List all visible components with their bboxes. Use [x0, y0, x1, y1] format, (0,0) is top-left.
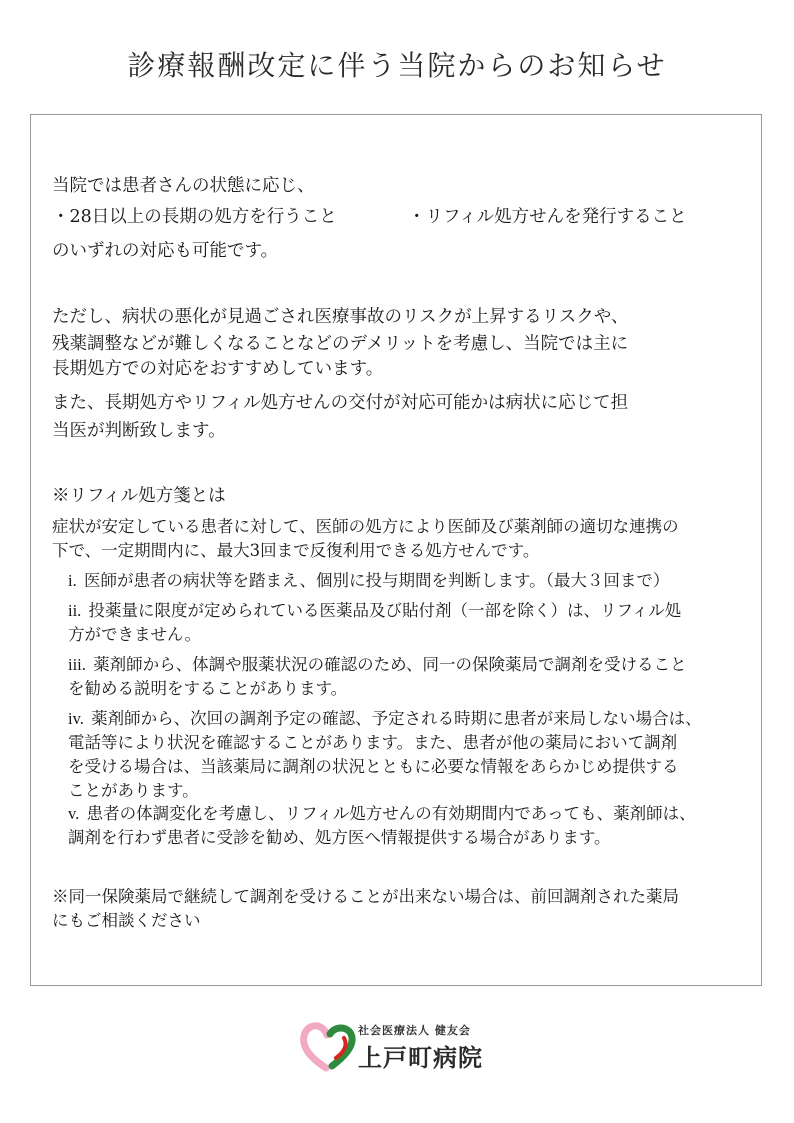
organization-name: 社会医療法人 健友会 — [358, 1024, 471, 1037]
intro-line: 当院では患者さんの状態に応じ、 — [52, 176, 315, 196]
caution-line: ただし、病状の悪化が見過ごされ医療事故のリスクが上昇するリスクや、 — [52, 307, 629, 327]
pharmacy-note: ※同一保険薬局で継続して調剤を受けることが出来ない場合は、前回調剤された薬局 — [52, 887, 679, 906]
item-text: 投薬量に限度が定められている医薬品及び貼付剤（一部を除く）は、リフィル処 — [88, 601, 682, 620]
refill-desc: 下で、一定期間内に、最大3回まで反復利用できる処方せんです。 — [52, 541, 540, 560]
heart-logo-icon — [300, 1018, 358, 1074]
caution-line: 長期処方での対応をおすすめしています。 — [52, 359, 384, 379]
item-continuation: ことがあります。 — [68, 781, 199, 800]
hospital-logo — [300, 1018, 500, 1074]
caution-line: また、長期処方やリフィル処方せんの交付が対応可能かは病状に応じて担 — [52, 393, 629, 413]
caution-line: 残薬調整などが難しくなることなどのデメリットを考慮し、当院では主に — [52, 334, 629, 354]
pharmacy-note: にもご相談ください — [52, 911, 201, 930]
refill-heading: ※リフィル処方箋とは — [52, 486, 226, 506]
item-continuation: 調剤を行わず患者に受診を勧め、処方医へ情報提供する場合があります。 — [68, 828, 611, 847]
item-number: v. — [68, 804, 80, 823]
page-title: 診療報酬改定に伴う当院からのお知らせ — [127, 49, 667, 82]
refill-item-5 — [68, 803, 696, 825]
refill-item-3 — [68, 654, 686, 676]
hospital-name: 上戸町病院 — [358, 1044, 483, 1072]
refill-item-2 — [68, 600, 681, 622]
option-refill: ・リフィル処方せんを発行すること — [408, 207, 687, 227]
item-text: 医師が患者の病状等を踏まえ、個別に投与期間を判断します。（最大３回まで） — [83, 571, 670, 590]
item-text: 薬剤師から、次回の調剤予定の確認、予定される時期に患者が来局しない場合は、 — [91, 709, 702, 728]
item-continuation: を勧める説明をすることがあります。 — [68, 679, 348, 698]
refill-desc: 症状が安定している患者に対して、医師の処方により医師及び薬剤師の適切な連携の — [52, 517, 679, 536]
item-number: ii. — [68, 601, 82, 620]
item-text: 薬剤師から、体調や服薬状況の確認のため、同一の保険薬局で調剤を受けること — [93, 655, 687, 674]
item-number: iii. — [68, 655, 86, 674]
item-continuation: を受ける場合は、当該薬局に調剤の状況とともに必要な情報をあらかじめ提供する — [68, 757, 679, 776]
item-continuation: 方ができません。 — [68, 625, 201, 644]
item-continuation: 電話等により状況を確認することがあります。また、患者が他の薬局において調剤 — [68, 733, 678, 752]
item-number: i. — [68, 571, 77, 590]
option-long-term: ・28日以上の長期の処方を行うこと — [52, 207, 337, 227]
refill-item-1 — [68, 570, 669, 592]
item-text: 患者の体調変化を考慮し、リフィル処方せんの有効期間内であっても、薬剤師は、 — [86, 804, 696, 823]
refill-item-4 — [68, 708, 702, 730]
intro-line: のいずれの対応も可能です。 — [52, 241, 279, 261]
caution-line: 当医が判断致します。 — [52, 421, 226, 441]
item-number: iv. — [68, 709, 84, 728]
